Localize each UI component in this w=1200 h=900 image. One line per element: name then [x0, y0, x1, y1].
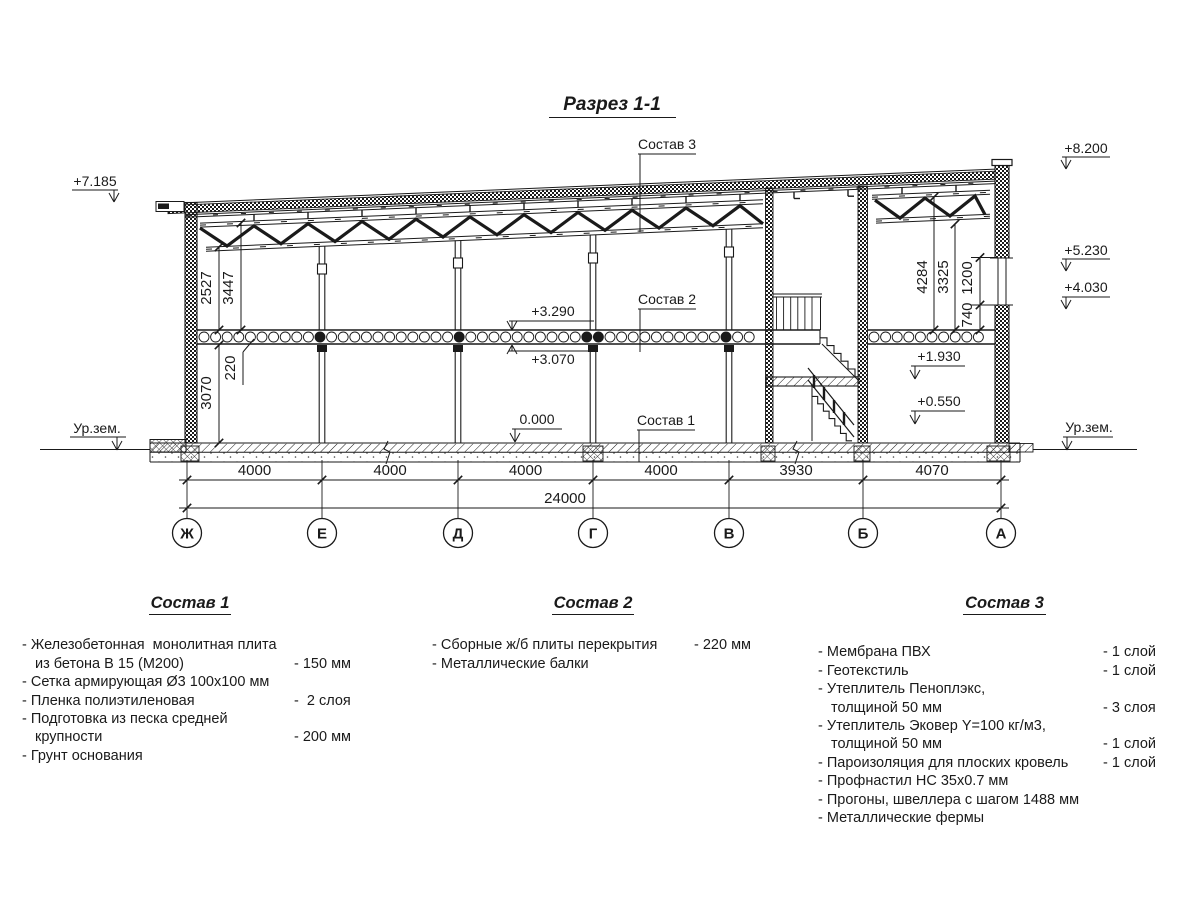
- composition-item: [818, 699, 1163, 717]
- span-dimension: 4070: [915, 462, 949, 479]
- span-dimension: 3930: [779, 462, 813, 479]
- composition-item-value: [1103, 680, 1163, 698]
- composition-item: [818, 643, 1163, 661]
- composition-item: [22, 673, 358, 691]
- elevation-label: Ур.зем.: [73, 420, 121, 436]
- elevation-mark: [1061, 242, 1110, 271]
- elevation-mark: [1061, 279, 1110, 309]
- composition-item-value: [294, 747, 358, 765]
- composition-heading: Состав 1: [22, 594, 358, 612]
- floor-slab: [197, 330, 995, 352]
- elevation-label: +3.070: [531, 351, 575, 367]
- foundation-block: [987, 446, 1010, 461]
- composition-item-value: - 220 мм: [694, 637, 752, 654]
- elevation-mark: [1061, 140, 1110, 169]
- page-title: Разрез 1-1: [563, 94, 661, 115]
- composition-item-value: [294, 710, 358, 728]
- span-dimension: 4000: [508, 462, 543, 479]
- composition-item-label: - Профнастил НС 35х0.7 мм: [818, 773, 1009, 790]
- composition-item-label: толщиной 50 мм: [831, 699, 943, 716]
- vertical-dimension: 3447: [220, 271, 237, 305]
- elevation-label: +4.030: [1064, 279, 1108, 295]
- ground-slab: [40, 440, 1137, 465]
- composition-heading: Состав 3: [846, 594, 1163, 612]
- parapet-cap: [992, 160, 1012, 166]
- composition-item: [22, 747, 358, 765]
- vertical-dimension: 1200: [959, 261, 976, 295]
- vertical-dimension: 3325: [935, 260, 952, 294]
- composition-item-label: толщиной 50 мм: [831, 736, 943, 753]
- composition-item: [22, 692, 358, 710]
- composition-item-label: - Пленка полиэтиленовая: [22, 692, 195, 709]
- composition-item-label: - Прогоны, швеллера с шагом 1488 мм: [818, 791, 1080, 808]
- span-dimension: 4000: [644, 462, 678, 479]
- foundation-block: [761, 446, 775, 461]
- composition-item-value: [1103, 809, 1163, 827]
- composition-item: [818, 735, 1163, 753]
- vertical-dimension: 3070: [198, 376, 215, 410]
- composition-item-label: - Металлические фермы: [818, 810, 985, 827]
- foundation-block: [854, 446, 870, 461]
- horizontal-dimensions: [173, 460, 1016, 548]
- total-dimension: 24000: [544, 490, 586, 507]
- composition-list: [818, 643, 1163, 827]
- composition-item-value: - 150 мм: [294, 655, 352, 672]
- composition-item: [818, 772, 1163, 790]
- composition-item-value: - 2 слоя: [294, 692, 351, 709]
- elevation-label: +0.550: [917, 393, 961, 409]
- composition-item-label: - Утеплитель Эковер Y=100 кг/м3,: [818, 718, 1046, 735]
- composition-item: [22, 728, 358, 746]
- composition-list: [432, 636, 754, 673]
- axis-label: Ж: [180, 525, 194, 543]
- composition-item-value: - 1 слой: [1103, 754, 1156, 771]
- composition-item: [432, 636, 754, 654]
- leader-text: Состав 2: [637, 291, 697, 307]
- elevation-mark: [510, 411, 562, 442]
- composition-block-3: [818, 594, 1163, 827]
- foundation-block: [583, 446, 603, 461]
- span-dimension: 4000: [237, 462, 272, 479]
- composition-item-label: - Сетка армирующая Ø3 100х100 мм: [22, 674, 270, 691]
- axis-label: Д: [452, 525, 464, 543]
- composition-block-1: [22, 594, 358, 765]
- steel-truss-right: [872, 190, 990, 223]
- elevation-label: +5.230: [1064, 242, 1108, 258]
- elevation-label: +1.930: [917, 348, 961, 364]
- vertical-dimension: 740: [959, 302, 976, 328]
- composition-item-label: - Грунт основания: [22, 747, 143, 764]
- elevation-mark: [507, 345, 594, 367]
- leader-text: Состав 1: [636, 412, 696, 428]
- composition-block-2: [432, 594, 754, 673]
- wall-axis-zh: [185, 203, 197, 444]
- axis-label: Е: [316, 525, 328, 543]
- elevation-label: +7.185: [73, 173, 117, 189]
- elevation-mark: [70, 420, 126, 450]
- composition-item: [818, 809, 1163, 827]
- composition-item-value: - 1 слой: [1103, 644, 1156, 661]
- composition-item: [22, 710, 358, 728]
- composition-item-label: - Металлические балки: [432, 655, 589, 672]
- composition-item-label: из бетона В 15 (М200): [35, 655, 184, 672]
- composition-item: [818, 662, 1163, 680]
- composition-item-value: - 200 мм: [294, 729, 352, 746]
- elevation-mark: [72, 173, 119, 202]
- elevation-mark: [910, 393, 965, 424]
- composition-item-value: [1103, 772, 1163, 790]
- axis-label: А: [995, 525, 1007, 543]
- gutter-profile: [158, 204, 169, 210]
- composition-item-label: - Геотекстиль: [818, 662, 909, 679]
- window-opening: [993, 258, 1011, 305]
- elevation-mark: [1062, 419, 1113, 450]
- stairwell-wall-right: [858, 186, 868, 443]
- composition-heading: Состав 2: [432, 594, 754, 612]
- composition-item-label: - Сборные ж/б плиты перекрытия: [432, 637, 658, 654]
- composition-item-label: - Утеплитель Пеноплэкс,: [818, 681, 986, 698]
- vertical-dimension: 220: [222, 355, 239, 381]
- composition-item-label: - Железобетонная монолитная плита: [22, 637, 277, 654]
- composition-item: [432, 655, 754, 673]
- composition-item-label: - Пароизоляция для плоских кровель: [818, 754, 1069, 771]
- composition-item: [818, 717, 1163, 735]
- foundation-block: [181, 446, 199, 461]
- leader-label: [638, 291, 696, 352]
- composition-item-label: - Мембрана ПВХ: [818, 644, 931, 661]
- blind-area-right: [1009, 444, 1033, 453]
- axis-label: Б: [857, 525, 869, 543]
- composition-list: [22, 636, 358, 765]
- elevation-label: Ур.зем.: [1065, 419, 1113, 435]
- elevation-mark: [910, 348, 965, 379]
- composition-item: [818, 754, 1163, 772]
- vertical-dimension: 4284: [914, 260, 931, 294]
- axis-label: Г: [588, 525, 598, 543]
- composition-item-value: - 3 слоя: [1103, 699, 1156, 716]
- composition-item-value: [294, 636, 358, 654]
- composition-item: [22, 636, 358, 654]
- upper-flight-steps: [820, 330, 862, 377]
- elevation-label: 0.000: [519, 411, 555, 427]
- elevation-mark: [507, 303, 594, 330]
- composition-item: [22, 655, 358, 673]
- elevation-label: +8.200: [1064, 140, 1108, 156]
- span-dimension: 4000: [373, 462, 407, 479]
- composition-item: [818, 680, 1163, 698]
- vertical-dimension: 2527: [198, 271, 215, 305]
- composition-item-label: крупности: [35, 729, 103, 746]
- axis-label: В: [723, 525, 735, 543]
- leader-text: Состав 3: [637, 136, 697, 152]
- stairwell-wall-left: [766, 188, 774, 443]
- staircase: [766, 294, 862, 441]
- composition-item-value: - 1 слой: [1103, 662, 1156, 679]
- composition-item: [818, 791, 1163, 809]
- composition-item-value: [294, 673, 358, 691]
- composition-item-label: - Подготовка из песка средней: [22, 711, 228, 728]
- composition-item-value: - 1 слой: [1103, 736, 1156, 753]
- composition-item-value: [1103, 717, 1163, 735]
- composition-item-value: [694, 655, 754, 673]
- elevation-label: +3.290: [531, 303, 575, 319]
- title-block: [549, 94, 676, 118]
- composition-item-value: [1103, 791, 1163, 809]
